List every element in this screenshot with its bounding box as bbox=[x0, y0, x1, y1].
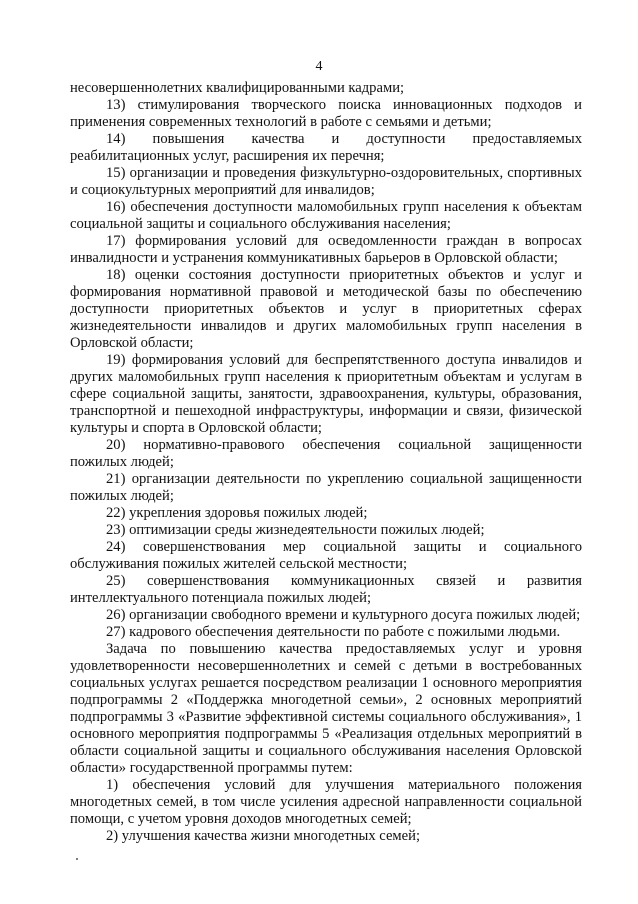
paragraph: 21) организации деятельности по укреплению социальной защищенности пожилых людей; bbox=[70, 471, 582, 504]
paragraph: 19) формирования условий для беспрепятственного доступа инвалидов и других маломобильных групп населения к приоритетным объектам и услугам в сфере социальной защиты, занятости, здравоохранения, культуры, образования, транспортной и пешеходной инфраструктуры, информации и связи, физической культуры и спорта в Орловской области; bbox=[70, 352, 582, 436]
paragraph: Задача по повышению качества предоставляемых услуг и уровня удовлетворенности несовершеннолетних и семей с детьми в востребованных социальных услугах решается посредством реализации 1 основного мероприятия подпрограммы 2 «Поддержка многодетной семьи», 2 основных мероприятий подпрограммы 3 «Развитие эффективной системы социального обслуживания», 1 основного мероприятия подпрограммы 5 «Реализация отдельных мероприятий в области социальной защиты и социального обслуживания населения Орловской области» государственной программы путем: bbox=[70, 641, 582, 776]
paragraph: 22) укрепления здоровья пожилых людей; bbox=[106, 505, 368, 521]
paragraph: 2) улучшения качества жизни многодетных семей; bbox=[106, 828, 421, 844]
paragraph: 27) кадрового обеспечения деятельности по работе с пожилыми людьми. bbox=[106, 624, 561, 640]
paragraph: 23) оптимизации среды жизнедеятельности пожилых людей; bbox=[106, 522, 485, 538]
page-number: 4 bbox=[315, 59, 323, 74]
paragraph: 16) обеспечения доступности маломобильных групп населения к объектам социальной защиты и социального обслуживания населения; bbox=[70, 199, 582, 232]
paragraph: 24) совершенствования мер социальной защиты и социального обслуживания пожилых жителей сельской местности; bbox=[70, 539, 582, 572]
paragraph: 15) организации и проведения физкультурно-оздоровительных, спортивных и социокультурных мероприятий для инвалидов; bbox=[70, 165, 582, 198]
scan-speck bbox=[76, 858, 78, 860]
paragraph: 20) нормативно-правового обеспечения социальной защищенности пожилых людей; bbox=[70, 437, 582, 470]
paragraph: 17) формирования условий для осведомленности граждан в вопросах инвалидности и устранения коммуникативных барьеров в Орловской области; bbox=[70, 233, 582, 266]
body-text bbox=[70, 80, 582, 845]
paragraph: 25) совершенствования коммуникационных связей и развития интеллектуального потенциала пожилых людей; bbox=[70, 573, 582, 606]
paragraph: 26) организации свободного времени и культурного досуга пожилых людей; bbox=[106, 607, 581, 623]
paragraph: 13) стимулирования творческого поиска инновационных подходов и применения современных технологий в работе с семьями и детьми; bbox=[70, 97, 582, 130]
paragraph: 14) повышения качества и доступности предоставляемых реабилитационных услуг, расширения их перечня; bbox=[70, 131, 582, 164]
paragraph: несовершеннолетних квалифицированными кадрами; bbox=[70, 80, 405, 96]
paragraph: 1) обеспечения условий для улучшения материального положения многодетных семей, в том числе усиления адресной направленности социальной помощи, с учетом уровня доходов многодетных семей; bbox=[70, 777, 582, 827]
paragraph: 18) оценки состояния доступности приоритетных объектов и услуг и формирования нормативной правовой и методической базы по обеспечению доступности приоритетных объектов и услуг в приоритетных сферах жизнедеятельности инвалидов и других маломобильных групп населения в Орловской области; bbox=[70, 267, 582, 351]
